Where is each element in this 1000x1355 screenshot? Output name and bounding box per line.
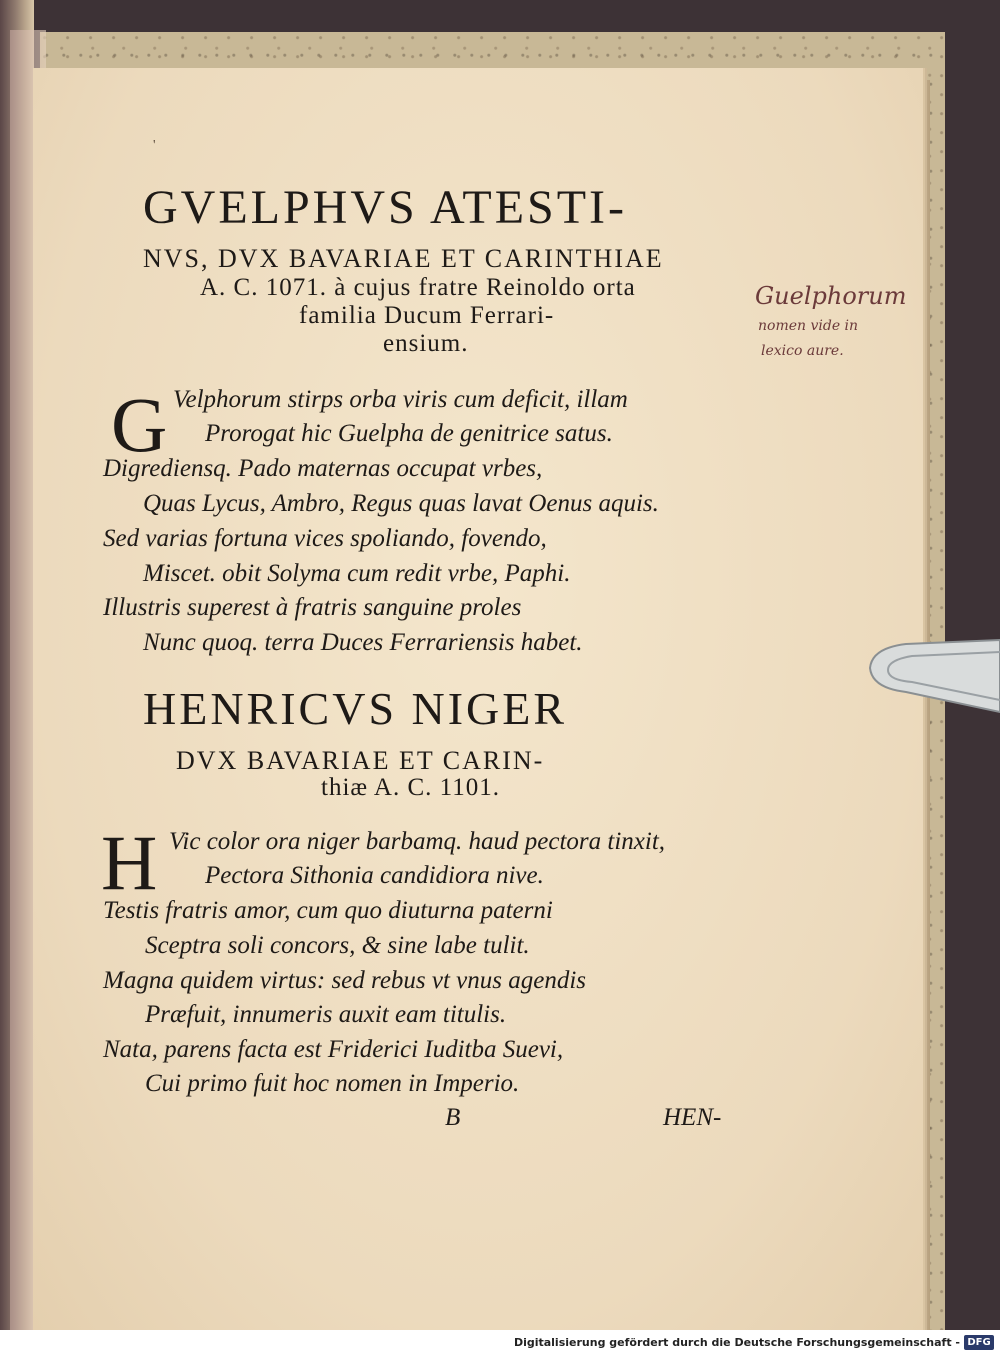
margin-note-line-2: nomen vide in — [758, 318, 859, 334]
poem1-line-2: Prorogat hic Guelpha de genitrice satus. — [205, 420, 613, 447]
metal-clip-icon — [866, 622, 1000, 714]
heading2-line-2: DVX BAVARIAE ET CARIN- — [176, 746, 545, 775]
dropcap-h: H — [101, 819, 158, 906]
poem2-line-1: Vic color ora niger barbamq. haud pectora tinxit, — [169, 828, 666, 855]
heading2-line-1: HENRICVS NIGER — [143, 683, 568, 734]
poem2-line-5: Magna quidem virtus: sed rebus vt vnus agendis — [103, 967, 587, 994]
dropcap-g: G — [111, 381, 168, 468]
poem1-line-5: Sed varias fortuna vices spoliando, fovendo, — [103, 525, 547, 552]
poem2-line-2: Pectora Sithonia candidiora nive. — [205, 862, 544, 889]
poem2-line-6: Præfuit, innumeris auxit eam titulis. — [145, 1001, 507, 1028]
catchword: HEN- — [663, 1104, 722, 1131]
title-line-2: NVS, DVX BAVARIAE ET CARINTHIAE — [143, 244, 664, 273]
poem2-line-3: Testis fratris amor, cum quo diuturna paterni — [103, 897, 553, 924]
poem2-line-8: Cui primo fuit hoc nomen in Imperio. — [145, 1070, 520, 1097]
title-line-4: familia Ducum Ferrari- — [299, 302, 555, 329]
ink-mark: ' — [153, 138, 156, 153]
margin-note-line-1: Guelphorum — [755, 282, 907, 310]
poem1-line-3: Digrediensq. Pado maternas occupat vrbes, — [103, 455, 543, 482]
footer-bar — [0, 1330, 1000, 1355]
poem1-line-6: Miscet. obit Solyma cum redit vrbe, Paphi. — [143, 560, 571, 587]
poem1-line-4: Quas Lycus, Ambro, Regus quas lavat Oenus aquis. — [143, 490, 659, 517]
poem1-line-7: Illustris superest à fratris sanguine proles — [103, 594, 522, 621]
heading2-line-3: thiæ A. C. 1101. — [321, 774, 500, 801]
title-line-5: ensium. — [383, 330, 469, 357]
title-line-1: GVELPHVS ATESTI- — [143, 181, 628, 234]
poem2-line-4: Sceptra soli concors, & sine labe tulit. — [145, 932, 530, 959]
signature-mark: B — [445, 1104, 461, 1131]
book-page — [33, 68, 923, 1330]
poem1-line-1: Velphorum stirps orba viris cum deficit, illam — [173, 386, 628, 413]
poem2-line-7: Nata, parens facta est Friderici Iuditba Suevi, — [103, 1036, 564, 1063]
funding-credit: Digitalisierung gefördert durch die Deutsche Forschungsgemeinschaft - — [513, 1336, 960, 1349]
dfg-logo: DFG — [964, 1335, 994, 1350]
margin-note-line-3: lexico aure. — [761, 343, 844, 359]
poem1-line-8: Nunc quoq. terra Duces Ferrariensis habet. — [143, 629, 583, 656]
title-line-3: A. C. 1071. à cujus fratre Reinoldo orta — [200, 274, 636, 301]
